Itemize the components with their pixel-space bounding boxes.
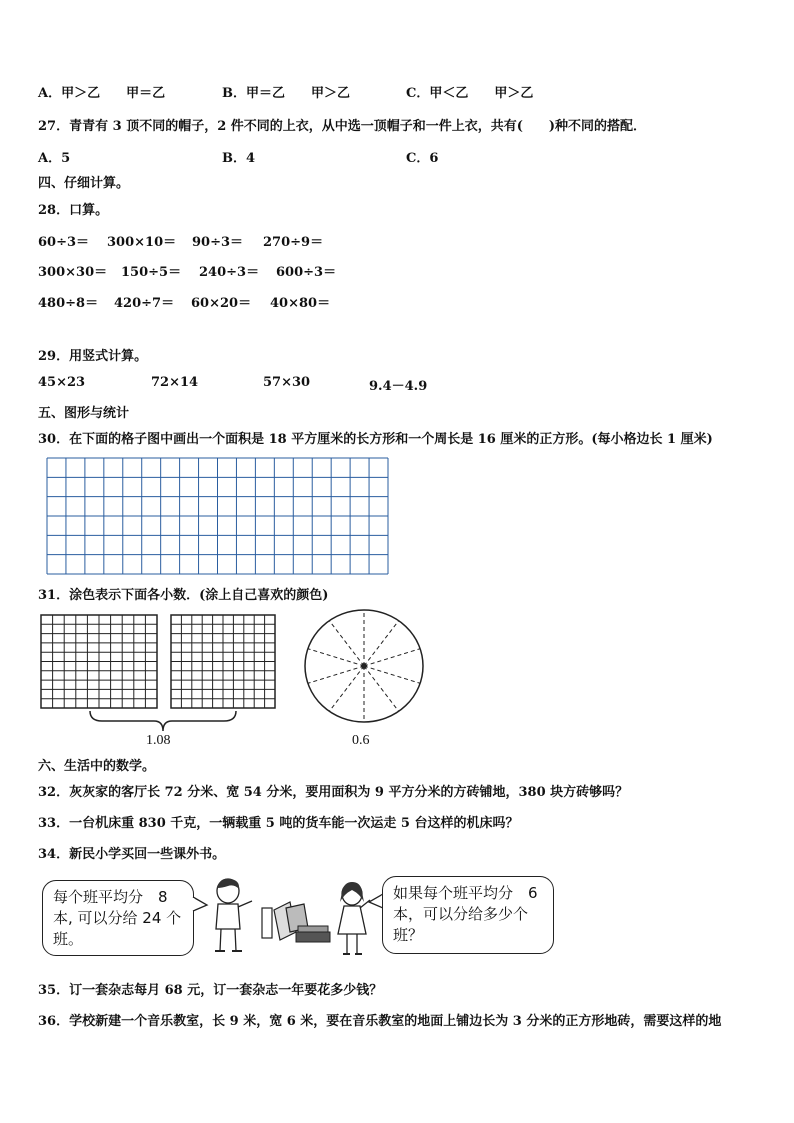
brace-icon (88, 709, 238, 735)
q27-option-a: A．5 (38, 151, 71, 166)
q27-option-b: B．4 (222, 151, 256, 166)
q27-question: 27．青青有 3 顶不同的帽子，2 件不同的上衣，从中选一顶帽子和一件上衣，共有( )种不同的搭配． (38, 119, 647, 134)
q26-option-c: C．甲＜乙 甲＞乙 (406, 86, 534, 101)
vertical-calc-item: 9.4－4.9 (369, 379, 428, 394)
bubble-line: 每个班平均分 8 (53, 888, 168, 906)
sector-line (308, 666, 364, 683)
sector-line (329, 621, 364, 666)
square-grid (46, 457, 389, 575)
sector-line (364, 666, 420, 683)
calc-item: 60×20＝ (191, 296, 252, 311)
q36-question: 36．学校新建一个音乐教室，长 9 米，宽 6 米，要在音乐教室的地面上铺边长为 3 分米的正方形地砖，需要这样的地 (38, 1014, 722, 1029)
section-4-title: 四、仔细计算。 (38, 176, 130, 191)
vertical-calc-item: 57×30 (263, 375, 311, 390)
calc-item: 90÷3＝ (192, 235, 244, 250)
bubble-line: 如果每个班平均分 6 (393, 884, 538, 902)
speech-bubble-left (42, 880, 194, 956)
q26-option-b: B．甲＝乙 甲＞乙 (222, 86, 351, 101)
divided-circle (303, 608, 425, 726)
sector-line (364, 621, 399, 666)
hundred-grid-1 (40, 614, 158, 709)
calc-item: 300×10＝ (107, 235, 177, 250)
sector-line (364, 666, 399, 711)
q33-question: 33．一台机床重 830 千克，一辆载重 5 吨的货车能一次运走 5 台这样的机床吗？ (38, 816, 519, 831)
q28-question: 28．口算。 (38, 203, 109, 218)
sector-line (364, 649, 420, 666)
bubble-line: 班。 (53, 930, 84, 948)
calc-item: 240÷3＝ (199, 265, 260, 280)
section-6-title: 六、生活中的数学。 (38, 759, 156, 774)
calc-item: 600÷3＝ (276, 265, 337, 280)
section-5-title: 五、图形与统计 (38, 406, 130, 421)
calc-item: 300×30＝ (38, 265, 108, 280)
circle-center (361, 663, 367, 669)
q30-question: 30．在下面的格子图中画出一个面积是 18 平方厘米的长方形和一个周长是 16 厘米的正方形。(每小格边长 1 厘米) (38, 432, 713, 447)
vertical-calc-item: 45×23 (38, 375, 86, 390)
bubble-line: 本，可以分给多少个 (393, 905, 529, 923)
calc-item: 60÷3＝ (38, 235, 90, 250)
calc-item: 270÷9＝ (263, 235, 324, 250)
books-icon (260, 898, 334, 948)
speech-bubble-right (382, 876, 554, 954)
bubble-line: 本, 可以分给 24 个 (53, 909, 182, 927)
q35-question: 35．订一套杂志每月 68 元，订一套杂志一年要花多少钱？ (38, 983, 383, 998)
calc-item: 480÷8＝ (38, 296, 99, 311)
sector-line (308, 649, 364, 666)
label-0-6: 0.6 (352, 733, 370, 748)
bubble-line: 班？ (393, 926, 424, 944)
q29-question: 29．用竖式计算。 (38, 349, 148, 364)
hundred-grid-2 (170, 614, 276, 709)
q32-question: 32．灰灰家的客厅长 72 分米、宽 54 分米，要用面积为 9 平方分米的方砖铺地，380 块方砖够吗？ (38, 785, 629, 800)
sector-line (329, 666, 364, 711)
q34-question: 34．新民小学买回一些课外书。 (38, 847, 226, 862)
calc-item: 150÷5＝ (121, 265, 182, 280)
label-1-08: 1.08 (146, 733, 171, 748)
boy-icon (206, 877, 256, 957)
q27-option-c: C．6 (406, 151, 439, 166)
calc-item: 420÷7＝ (114, 296, 175, 311)
calc-item: 40×80＝ (270, 296, 331, 311)
q31-question: 31．涂色表示下面各小数．(涂上自己喜欢的颜色) (38, 588, 329, 603)
q26-option-a: A．甲＞乙 甲＝乙 (38, 86, 166, 101)
vertical-calc-item: 72×14 (151, 375, 199, 390)
